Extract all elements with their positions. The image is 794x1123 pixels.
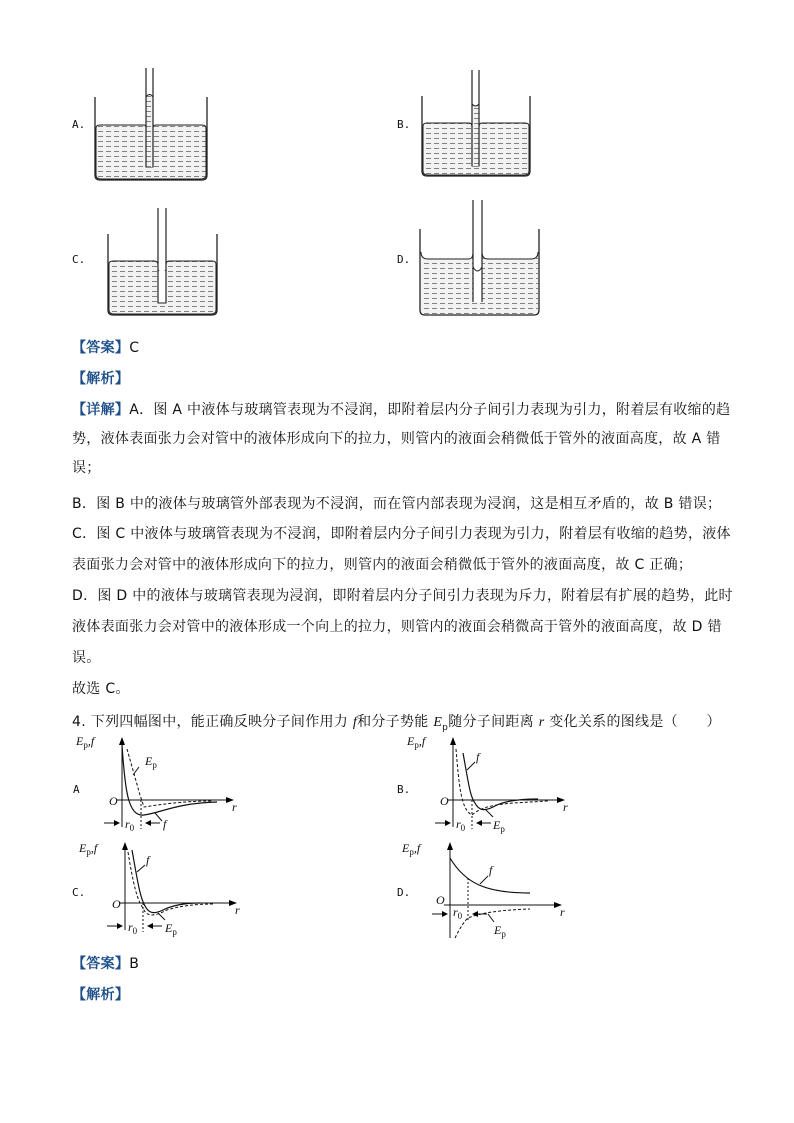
- graph-d: [402, 838, 580, 943]
- analysis-line: C．图 C 中液体与玻璃管表现为不浸润，即附着层内分子间引力表现为引力，附着层有收缩的趋势，液体: [72, 526, 731, 542]
- analysis-line: 液体表面张力会对管中的液体形成一个向上的拉力，则管内的液面会稍微高于管外的液面高度，故 D 错: [72, 619, 722, 635]
- answer-value: C: [129, 340, 140, 356]
- option-c-label: C.: [72, 253, 86, 266]
- analysis-line: 势，液体表面张力会对管中的液体形成向下的拉力，则管内的液面会稍微低于管外的液面高度，故 A 错: [72, 431, 721, 447]
- analysis-line: D．图 D 中的液体与玻璃管表现为浸润，即附着层内分子间引力表现为斥力，附着层有扩展的趋势，此时: [72, 588, 733, 604]
- svg-text:f: f: [476, 750, 480, 764]
- option-b-label: B.: [397, 118, 411, 131]
- svg-text:O: O: [436, 893, 445, 907]
- svg-text:r0: $r_0$: [128, 920, 138, 936]
- graph-option-a-label: A: [73, 783, 80, 796]
- beaker-diagram-b: [418, 66, 543, 186]
- svg-text:Ep,f: $E_p,f$: [79, 841, 98, 857]
- svg-text:r0: $r_0$: [456, 817, 466, 833]
- svg-text:O: O: [440, 794, 449, 808]
- svg-text:r: r: [235, 903, 240, 917]
- graph-option-c-label: C.: [72, 886, 86, 899]
- analysis-label: 【解析】: [72, 987, 130, 1003]
- q3-answer: [72, 340, 139, 356]
- analysis-line: 误。: [72, 650, 101, 666]
- svg-text:O: O: [112, 897, 121, 911]
- svg-text:r0: $r_0$: [453, 905, 463, 921]
- svg-text:Ep,f: $E_p,f$: [402, 841, 421, 857]
- answer-label: 【答案】: [72, 956, 130, 972]
- analysis-line: B．图 B 中的液体与玻璃管外部表现为不浸润，而在管内部表现为浸润，这是相互矛盾的，故 B 错误；: [72, 496, 722, 512]
- svg-text:Ep: $E_p$: [145, 754, 157, 770]
- answer-value: B: [129, 956, 140, 972]
- analysis-line: 故选 C。: [72, 681, 130, 697]
- svg-text:r: r: [560, 905, 565, 919]
- detail-label: 【详解】: [72, 402, 130, 418]
- q4-stem: 4. 下列四幅图中，能正确反映分子间作用力 f和分子势能 $E_p$随分子间距离 r 变化关系的图线是（ ）: [72, 714, 721, 733]
- beaker-diagram-c: [104, 204, 229, 324]
- svg-text:Ep: $E_p$: [494, 923, 506, 939]
- graph-option-b-label: B.: [397, 783, 411, 796]
- svg-text:r0: $r_0$: [125, 817, 135, 833]
- svg-text:r: r: [563, 800, 568, 814]
- beaker-diagram-d: [416, 196, 546, 321]
- svg-text:f: f: [489, 863, 493, 877]
- analysis-line: 误；: [72, 460, 101, 476]
- svg-text:Ep: $E_p$: [165, 921, 177, 937]
- svg-text:f: f: [163, 817, 167, 831]
- svg-text:r: r: [232, 800, 237, 814]
- q4-answer: [72, 956, 139, 972]
- svg-text:f: f: [146, 853, 150, 867]
- q3-analysis-label: [72, 371, 129, 387]
- svg-text:Ep: $E_p$: [493, 818, 505, 834]
- graph-b: [407, 734, 583, 835]
- analysis-label: 【解析】: [72, 371, 130, 387]
- q4-analysis-label: [72, 987, 129, 1003]
- answer-label: 【答案】: [72, 340, 130, 356]
- svg-text:Ep,f: $E_p,f$: [407, 734, 426, 750]
- analysis-text: A．图 A 中液体与玻璃管表现为不浸润，即附着层内分子间引力表现为引力，附着层有收缩的趋: [129, 402, 731, 418]
- graph-c: [79, 838, 255, 938]
- analysis-line: [72, 402, 730, 418]
- graph-option-d-label: D.: [397, 886, 411, 899]
- svg-text:Ep,f: $E_p,f$: [76, 734, 95, 750]
- graph-a: [76, 734, 252, 835]
- analysis-line: 表面张力会对管中的液体形成向下的拉力，则管内的液面会稍微低于管外的液面高度，故 C 正确；: [72, 557, 693, 573]
- beaker-diagram-a: [90, 64, 215, 184]
- svg-text:O: O: [109, 794, 118, 808]
- option-d-label: D.: [397, 253, 411, 266]
- option-a-label: A.: [72, 118, 86, 131]
